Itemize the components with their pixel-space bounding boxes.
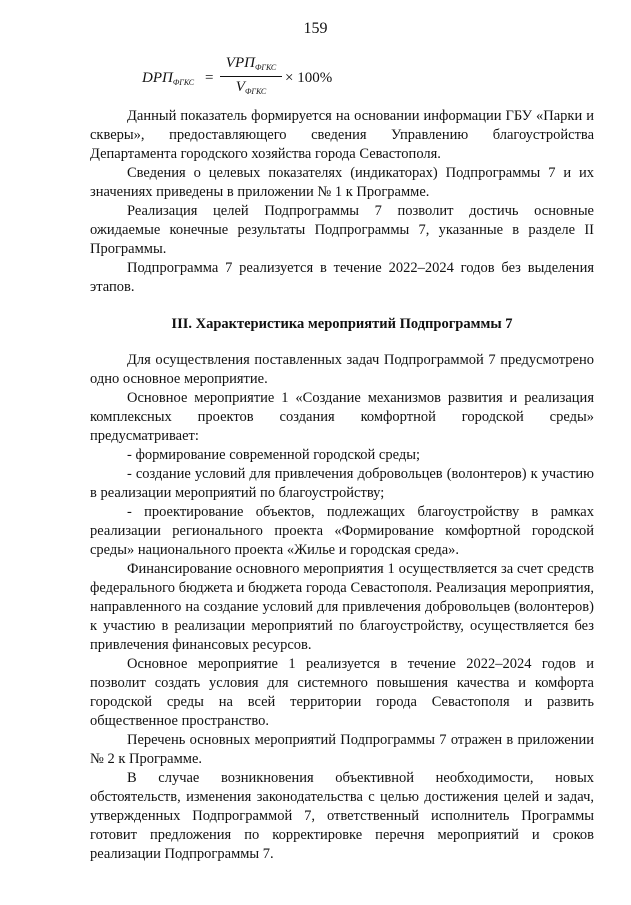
paragraph: Данный показатель формируется на основании информации ГБУ «Парки и скверы», предоставляющего сведения Управлению благоустройства Департамента городского хозяйства города Севастополя. xyxy=(90,108,594,162)
list-item: - формирование современной городской среды; xyxy=(127,447,420,463)
list-item: - создание условий для привлечения добровольцев (волонтеров) к участию в реализации мероприятий по благоустройству; xyxy=(90,466,594,501)
paragraph: Основное мероприятие 1 «Создание механизмов развития и реализация комплексных проектов создания комфортной городской среды» предусматривает: xyxy=(90,390,594,444)
formula-fraction-bar xyxy=(220,76,282,77)
formula-lhs xyxy=(142,70,194,87)
paragraph: Реализация целей Подпрограммы 7 позволит достичь основные ожидаемые конечные результаты Подпрограммы 7, указанные в разделе II Программы. xyxy=(90,203,594,257)
body-text xyxy=(90,107,594,864)
formula-denominator xyxy=(220,79,282,96)
formula xyxy=(142,55,352,105)
formula-numerator xyxy=(220,55,282,72)
formula-denominator-main: V xyxy=(235,79,245,95)
paragraph: Сведения о целевых показателях (индикаторах) Подпрограммы 7 и их значениях приведены в приложении № 1 к Программе. xyxy=(90,165,594,200)
paragraph: Финансирование основного мероприятия 1 осуществляется за счет средств федерального бюджета и бюджета города Севастополя. Реализация мероприятия, направленного на создание условий для привлечения добровольцев (волонтеров) к участию в реализации мероприятий по благоустройству, осуществляется без привлечения финансовых ресурсов. xyxy=(90,561,594,653)
paragraph: Подпрограмма 7 реализуется в течение 2022–2024 годов без выделения этапов. xyxy=(90,260,594,295)
section-heading: III. Характеристика мероприятий Подпрограммы 7 xyxy=(171,316,513,332)
formula-fraction xyxy=(220,55,282,101)
paragraph: Основное мероприятие 1 реализуется в течение 2022–2024 годов и позволит создать условия для системного повышения качества и комфорта городской среды на всей территории города Севастополя и развить общественное пространство. xyxy=(90,656,594,729)
formula-equals: = xyxy=(205,70,214,86)
formula-denominator-subscript: ФГКС xyxy=(244,87,267,96)
formula-lhs-main: DPП xyxy=(142,70,173,86)
formula-numerator-main: VРП xyxy=(225,55,255,71)
paragraph: Для осуществления поставленных задач Подпрограммой 7 предусмотрено одно основное мероприятие. xyxy=(90,352,594,387)
formula-multiplier: × 100% xyxy=(285,70,333,86)
paragraph: Перечень основных мероприятий Подпрограммы 7 отражен в приложении № 2 к Программе. xyxy=(90,732,594,767)
formula-lhs-subscript: ФГКС xyxy=(172,78,195,87)
page-number: 159 xyxy=(303,20,328,37)
formula-numerator-subscript: ФГКС xyxy=(254,63,277,72)
paragraph: В случае возникновения объективной необходимости, новых обстоятельств, изменения законодательства с целью достижения целей и задач, утвержденных Подпрограммой 7, ответственный исполнитель Программы готовит предложения по корректировке перечня мероприятий и сроков реализации Подпрограммы 7. xyxy=(90,770,594,862)
list-item: - проектирование объектов, подлежащих благоустройству в рамках реализации регионального проекта «Формирование комфортной городской среды» национального проекта «Жилье и городская среда». xyxy=(90,504,594,558)
